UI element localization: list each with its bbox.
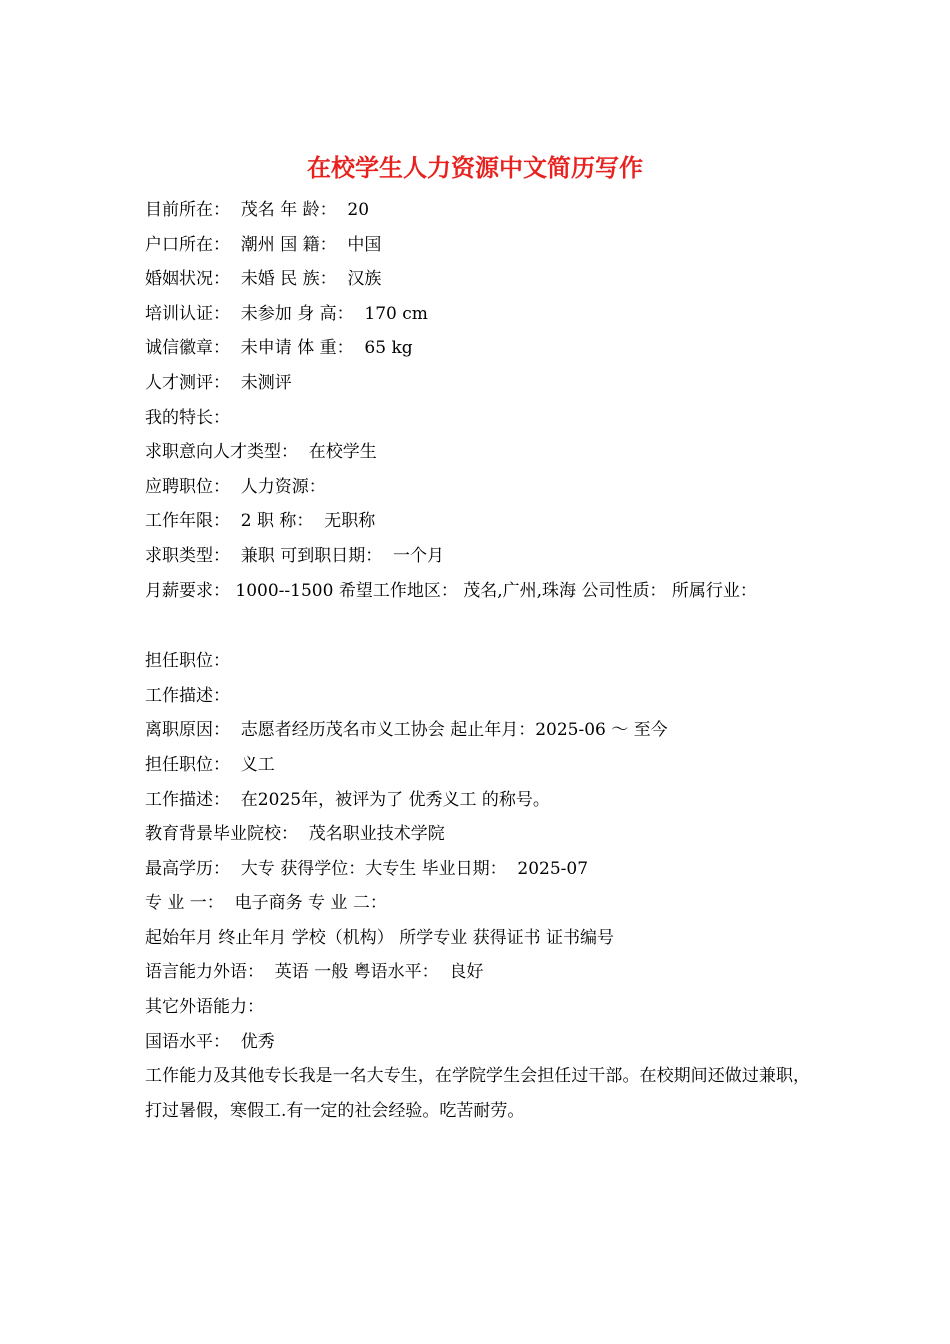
highest-degree-line: 最高学历： 大专 获得学位：大专生 毕业日期： 2025-07 <box>145 858 589 879</box>
hukou-location-line: 户口所在： 潮州 国 籍： 中国 <box>145 234 382 255</box>
talent-assessment-line: 人才测评： 未测评 <box>145 372 292 393</box>
job-description-line: 工作描述： <box>145 685 230 706</box>
graduate-school-line: 教育背景毕业院校： 茂名职业技术学院 <box>145 824 445 845</box>
page-title: 在校学生人力资源中文简历写作 <box>307 153 643 182</box>
position-held-line: 担任职位： <box>145 651 230 672</box>
work-years-line: 工作年限： 2 职 称： 无职称 <box>145 511 376 532</box>
applied-position-line: 应聘职位： 人力资源： <box>145 476 326 497</box>
closing-paragraph: 工作能力及其他专长我是一名大专生，在学院学生会担任过干部。在校期间还做过兼职，打过暑假，寒假工.有一定的社会经验。吃苦耐劳。 <box>145 1066 810 1121</box>
blank-line <box>145 608 810 644</box>
marital-status-line: 婚姻状况： 未婚 民 族： 汉族 <box>145 269 382 290</box>
job-intention-line: 求职意向人才类型： 在校学生 <box>145 442 377 463</box>
salary-paragraph: 月薪要求： 1000--1500 希望工作地区： 茂名,广州,珠海 公司性质： 所属行业： <box>145 580 757 601</box>
education-table-header-line: 起始年月 终止年月 学校（机构） 所学专业 获得证书 证书编号 <box>145 927 615 948</box>
current-location-line: 目前所在： 茂名 年 龄： 20 <box>145 200 370 220</box>
specialty-line: 我的特长： <box>145 407 230 428</box>
mandarin-level-line: 国语水平： 优秀 <box>145 1031 275 1052</box>
other-languages-line: 其它外语能力： <box>145 997 264 1018</box>
major-line: 专 业 一： 电子商务 专 业 二： <box>145 893 387 914</box>
resume-body <box>145 193 810 1128</box>
integrity-badge-line: 诚信徽章： 未申请 体 重： 65 kg <box>145 338 413 359</box>
volunteer-position-line: 担任职位： 义工 <box>145 754 275 775</box>
language-ability-line: 语言能力外语： 英语 一般 粤语水平： 良好 <box>145 962 484 983</box>
leaving-reason-line: 离职原因： 志愿者经历茂名市义工协会 起止年月：2025-06 ～ 至今 <box>145 720 668 741</box>
job-type-line: 求职类型： 兼职 可到职日期： 一个月 <box>145 545 445 566</box>
volunteer-description-line: 工作描述： 在2025年，被评为了 优秀义工 的称号。 <box>145 789 550 810</box>
training-certification-line: 培训认证： 未参加 身 高： 170 cm <box>145 303 428 324</box>
